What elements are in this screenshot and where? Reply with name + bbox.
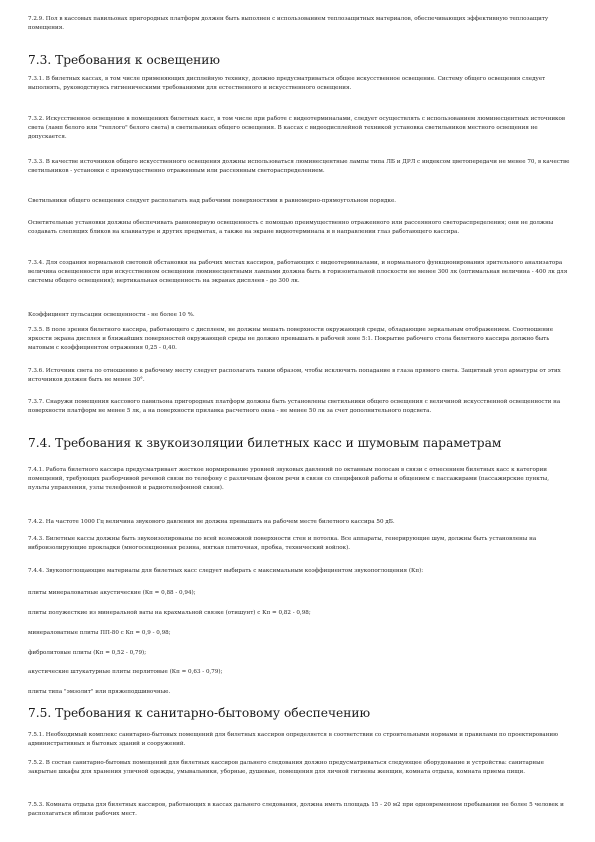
paragraph-7-3-6: 7.3.6. Источник света по отношению к рабочему месту следует располагать таким образом, чтобы исключить попадание в глаза прямого света. Защитный угол арматуры от этих источников должен быть не менее 30°. xyxy=(28,368,561,383)
paragraph-7-4-4: 7.4.4. Звукопоглощающие материалы для билетных касс следует выбирать с максимальным коэффициентом звукопоглощения (Кп): xyxy=(28,568,424,574)
paragraph-7-5-1: 7.5.1. Необходимый комплекс санитарно-бытовых помещений для билетных кассиров определяется в соответствии со строительными нормами и правилами по проектированию административных и бытовых зданий и сооружений. xyxy=(28,732,558,747)
paragraph-7-3-5: 7.3.5. В поле зрения билетного кассира, работающего с дисплеем, не должны мешать поверхности окружающей среды, обладающие зеркальным отображением. Соотношение яркости экрана дисплея и ближайших поверхностей окружающей среды не должно превышать в рабочей зоне 5:1. Покрытие рабочего стола билетного кассира должно быть матовым с коэффициентом отражения 0,25 - 0,40. xyxy=(28,327,554,351)
paragraph-7-4-2: 7.4.2. На частоте 1000 Гц величина звукового давления не должна превышать на рабочем месте билетного кассира 50 дБ. xyxy=(28,519,395,525)
heading-7-3: 7.3. Требования к освещению xyxy=(28,53,221,67)
list-item-material-6: плиты типа "эмзолит" или пряжеподшивочные. xyxy=(28,689,171,695)
heading-7-5: 7.5. Требования к санитарно-бытовому обеспечению xyxy=(28,706,371,720)
paragraph-7-4-1: 7.4.1. Работа билетного кассира предусматривает жесткое нормирование уровней звуковых давлений по октавным полосам в связи с отнесением билетных касс к категории помещений, требующих разборчивой речевой связи по телефону с различным фоном речи в связи со спецификой работы и общением с пассажирами (пассажирские пункты, пульты управления, узлы телефонной и радиотелефонной связи). xyxy=(28,467,550,491)
paragraph-7-2-9: 7.2.9. Пол в кассовых павильонах пригородных платформ должен быть выполнен с использованием теплозащитных материалов, обеспечивающих эффективную теплозащиту помещения. xyxy=(28,16,549,31)
paragraph-lighting: Осветительные установки должны обеспечивать равномерную освещенность с помощью преимущественно отраженного или рассеянного светораспределения; они не должны создавать слепящих бликов на клавиатуре и других предметах, а также на экране видеотерминала и в направлении глаз работающего кассира. xyxy=(28,220,554,235)
paragraph-7-3-2: 7.3.2. Искусственное освещение в помещениях билетных касс, в том числе при работе с видеотерминалами, следует осуществлять с использованием люминесцентных источников света (ламп белого или "теплого" белого света) в светильниках общего освещения. В кассах с видеодисплейной техникой установка светильников местного освещения не допускается. xyxy=(28,116,566,140)
paragraph-7-5-2: 7.5.2. В состав санитарно-бытовых помещений для билетных кассиров дальнего следования должно предусматриваться следующее оборудование и устройства: санитарные закрытые шкафы для хранения уличной одежды, умывальники, уборные, душевые, помещения для личной гигиены женщин, комната отдыха, комната приема пищи. xyxy=(28,760,544,775)
list-item-material-5: акустические штукатурные плиты перлитовые (Кп = 0,63 - 0,79); xyxy=(28,669,223,675)
paragraph-7-5-3: 7.5.3. Комната отдыха для билетных кассиров, работающих в кассах дальнего следования, должна иметь площадь 15 - 20 м2 при одновременном пребывании не более 5 человек и располагаться вблизи рабочих мест. xyxy=(28,802,564,817)
paragraph-7-3-3: 7.3.3. В качестве источников общего искусственного освещения должны использоваться люминесцентные лампы типа ЛБ и ДРЛ с индексом цветопередачи не менее 70, в качестве светильников - установки с преимущественно отраженным или рассеянным светораспределением. xyxy=(28,159,570,174)
paragraph-pulse: Коэффициент пульсации освещенности - не более 10 %. xyxy=(28,312,195,318)
paragraph-7-3-1: 7.3.1. В билетных кассах, в том числе применяющих дисплейную технику, должно предусматриваться общее искусственное освещение. Систему общего освещения следует выполнять, руководствуясь гигиеническими требованиями для естественного и искусственного освещения. xyxy=(28,76,546,91)
list-item-material-1: плиты минераловатные акустические (Кп = 0,88 - 0,94); xyxy=(28,590,196,596)
paragraph-7-3-4: 7.3.4. Для создания нормальной световой обстановки на рабочих местах кассиров, работающих с видеотерминалами, и нормального функционирования зрительного анализатора величина освещенности при искусственном освещении люминесцентными лампами должна быть в горизонтальной плоскости не менее 300 лк (оптимальная величина - 400 лк для системы общего освещения); вертикальная освещенность на экранах дисплеев - до 300 лк. xyxy=(28,260,568,284)
list-item-material-2: плиты полужесткие из минеральной ваты на крахмальной связке (отишунт) с Кп = 0,82 - 0,98; xyxy=(28,610,311,616)
list-item-material-3: минераловатные плиты ПП-80 с Кп = 0,9 - 0,98; xyxy=(28,630,171,636)
list-item-material-4: фибролитовые плиты (Кп = 0,52 - 0,79); xyxy=(28,650,147,656)
paragraph-7-3-7: 7.3.7. Снаружи помещения кассового павильона пригородных платформ должны быть установлены светильники общего освещения с величиной искусственной освещенности на поверхности платформ не менее 5 лк, а на поверхности прилавка расчетного окна - не менее 50 лк за счет дополнительного подсвета. xyxy=(28,399,561,414)
heading-7-4: 7.4. Требования к звукоизоляции билетных касс и шумовым параметрам xyxy=(28,436,502,450)
paragraph-fixtures: Светильники общего освещения следует располагать над рабочими поверхностями в равномерно-прямоугольном порядке. xyxy=(28,198,397,204)
paragraph-7-4-3: 7.4.3. Билетные кассы должны быть звукоизолированы по всей возможной поверхности стен и потолка. Все аппараты, генерирующие шум, должны быть установлены на виброизолирующие прокладки (многосекционная резина, мягкая плиточная, пробка, технический войлок). xyxy=(28,536,537,551)
